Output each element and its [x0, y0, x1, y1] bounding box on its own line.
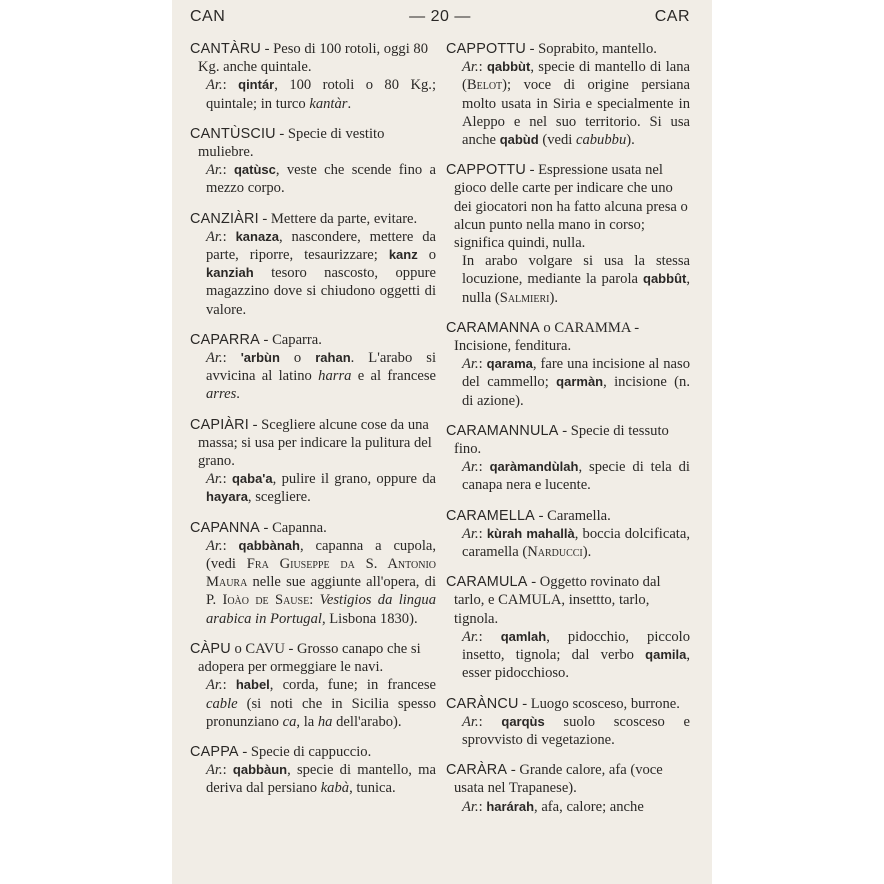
- entry-headword-line: [190, 416, 436, 471]
- dictionary-entry: [190, 519, 436, 628]
- dictionary-entry: [446, 319, 690, 410]
- etymology: Ar.: qintár, 100 rotoli o 80 Kg.; quintale; in turco kantàr.: [206, 77, 436, 112]
- dictionary-entry: [190, 40, 436, 113]
- etymology: Ar.: harárah, afa, calore; anche: [462, 798, 644, 815]
- entry-headword-line: [190, 331, 436, 349]
- entry-headword-line: [446, 507, 690, 525]
- headword: CAPPOTTU: [446, 41, 526, 57]
- entry-headword-line: [446, 422, 690, 458]
- dictionary-entry: [446, 40, 690, 149]
- dictionary-entry: [446, 695, 690, 750]
- headword: CARAMULA: [446, 574, 528, 591]
- dictionary-entry: [446, 161, 690, 307]
- entry-headword-line: [446, 319, 690, 355]
- headword: CAPANNA: [190, 519, 260, 536]
- header-left-guide: CAN: [190, 8, 226, 25]
- dictionary-entry: [190, 331, 436, 404]
- definition: - Luogo scosceso, burrone.: [518, 695, 680, 712]
- definition: - Specie di tessuto fino.: [454, 422, 669, 458]
- etymology: Ar.: kùrah mahallà, boccia dolcificata, caramella (Narducci).: [462, 525, 690, 561]
- entry-headword-line: [190, 743, 436, 761]
- dictionary-entry: [446, 761, 690, 816]
- page-header: [190, 8, 690, 30]
- dictionary-entry: [190, 125, 436, 198]
- dictionary-entry: [190, 210, 436, 319]
- dictionary-entry: [446, 422, 690, 495]
- dictionary-entry: [446, 507, 690, 562]
- dictionary-entry: [190, 743, 436, 798]
- etymology: Ar.: qaba'a, pulire il grano, oppure da hayara, scegliere.: [206, 471, 437, 506]
- definition: - Specie di vestito muliebre.: [198, 125, 385, 161]
- definition: - Peso di 100 rotoli, oggi 80 Kg. anche quintale.: [198, 41, 428, 76]
- entry-headword-line: [446, 761, 690, 797]
- etymology: Ar.: qaràmandùlah, specie di tela di canapa nera e lucente.: [462, 459, 690, 494]
- headword: CAPIÀRI: [190, 416, 249, 433]
- definition: - Grande calore, afa (voce usata nel Trapanese).: [454, 762, 663, 797]
- etymology: Ar.: qamlah, pidocchio, piccolo insetto, tignola; dal verbo qamila, esser pidocchioso.: [462, 628, 690, 682]
- header-right-guide: CAR: [654, 8, 690, 25]
- headword: CANTÙSCIU: [190, 125, 276, 142]
- entry-headword-line: [190, 519, 436, 537]
- headword: CARÀRA: [446, 762, 508, 779]
- etymology: Ar.: qabbànah, capanna a cupola, (vedi Fra Giuseppe da S. Antonio Maura nelle sue aggiunte all'opera, di P. Ioào de Sause: Vestigios da lingua arabica in Portugal, Lisbona 1830).: [206, 537, 437, 627]
- headword: CANTÀRU: [190, 41, 261, 57]
- definition: - Scegliere alcune cose da una massa; si usa per indicare la pulitura del grano.: [198, 416, 432, 470]
- definition: - Espressione usata nel gioco delle carte per indicare che uno dei giocatori non ha fatto alcuna presa o alcun punto nella mano in corso; significa quindi, nulla.: [454, 162, 688, 252]
- left-column: [190, 40, 436, 810]
- right-column: [446, 40, 690, 828]
- headword: CAPPOTTU: [446, 162, 526, 179]
- definition: - Caparra.: [259, 331, 322, 348]
- headword: CARÀNCU: [446, 695, 519, 712]
- entry-headword-line: [190, 125, 436, 161]
- entry-headword-line: [446, 695, 690, 713]
- headword: CARAMANNULA: [446, 422, 559, 439]
- etymology: Ar.: 'arbùn o rahan. L'arabo si avvicina al latino harra e al francese arres.: [206, 350, 437, 403]
- definition: - Capanna.: [259, 519, 327, 536]
- entry-headword-line: [446, 161, 690, 252]
- definition: - Mettere da parte, evitare.: [258, 210, 418, 227]
- dictionary-page: [172, 0, 712, 884]
- etymology: Ar.: kanaza, nascondere, mettere da parte, riporre, tesaurizzare; kanz o kanziah tesoro nascosto, oppure magazzino dove si chiudono oggetti di valore.: [206, 228, 437, 318]
- entry-headword-line: [190, 210, 436, 228]
- headword: CÀPU: [190, 640, 231, 657]
- dictionary-entry: [190, 640, 436, 731]
- etymology: In arabo volgare si usa la stessa locuzione, mediante la parola qabbût, nulla (Salmieri).: [462, 253, 690, 306]
- definition: - Soprabito, mantello.: [525, 41, 657, 57]
- page-number: — 20 —: [409, 8, 471, 25]
- entry-headword-line: [446, 40, 690, 58]
- definition: o CAVU - Grosso canapo che si adopera per ormeggiare le navi.: [198, 640, 421, 676]
- headword: CARAMELLA: [446, 507, 535, 524]
- etymology: Ar.: qatùsc, veste che scende fino a mezzo corpo.: [206, 162, 436, 197]
- etymology: Ar.: habel, corda, fune; in francese cable (si noti che in Sicilia spesso pronunziano ca, la ha dell'arabo).: [206, 677, 437, 730]
- headword: CAPPA: [190, 743, 239, 760]
- etymology: Ar.: qabbàun, specie di mantello, ma deriva dal persiano kabà, tunica.: [206, 762, 436, 797]
- definition: - Specie di cappuccio.: [238, 743, 372, 760]
- definition: o CARAMMA - Incisione, fenditura.: [454, 319, 640, 355]
- entry-headword-line: [190, 40, 436, 76]
- headword: CARAMANNA: [446, 319, 540, 336]
- dictionary-entry: [190, 416, 436, 507]
- headword: CAPARRA: [190, 331, 260, 348]
- definition: - Caramella.: [534, 507, 611, 524]
- etymology: Ar.: qarqùs suolo scosceso e sprovvisto di vegetazione.: [462, 713, 690, 748]
- etymology: Ar.: qabbùt, specie di mantello di lana (Belot); voce di origine persiana molto usata in Siria e specialmente in Aleppo e nel suo territorio. Si usa anche qabùd (vedi cabubbu).: [462, 59, 690, 149]
- definition: - Oggetto rovinato dal tarlo, e CAMULA, insettto, tarlo, tignola.: [454, 574, 661, 627]
- entry-headword-line: [190, 640, 436, 676]
- entry-headword-line: [446, 573, 690, 628]
- etymology: Ar.: qarama, fare una incisione al naso del cammello; qarmàn, incisione (n. di azione).: [462, 356, 691, 409]
- dictionary-entry: [446, 573, 690, 682]
- headword: CANZIÀRI: [190, 210, 259, 227]
